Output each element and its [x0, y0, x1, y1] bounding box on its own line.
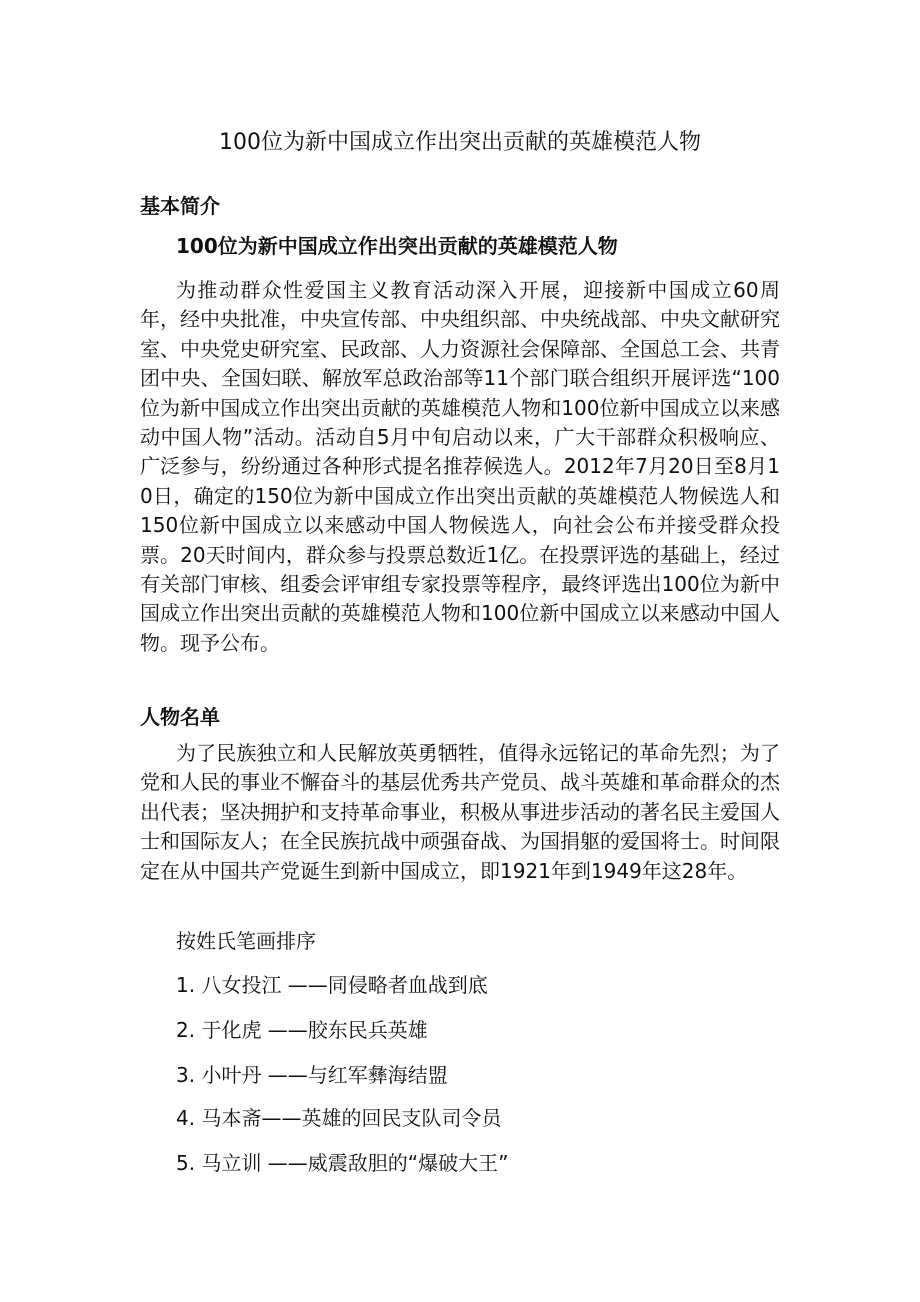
- list-item: 1. 八女投江 ——同侵略者血战到底: [176, 973, 488, 997]
- list-item: 5. 马立训 ——威震敌胆的“爆破大王”: [176, 1151, 509, 1175]
- sort-note: 按姓氏笔画排序: [176, 929, 316, 953]
- intro-paragraph: 为推动群众性爱国主义教育活动深入开展，迎接新中国成立60周年，经中央批准，中央宣传部、中央组织部、中央统战部、中央文献研究室、中央党史研究室、民政部、人力资源社会保障部、全国总工会、共青团中央、全国妇联、解放军总政治部等11个部门联合组织开展评选“100位为新中国成立作出突出贡献的英雄模范人物和100位新中国成立以来感动中国人物”活动。活动自5月中旬启动以来，广大干部群众积极响应、广泛参与，纷纷通过各种形式提名推荐候选人。2012年7月20日至8月10日，确定的150位为新中国成立作出突出贡献的英雄模范人物候选人和150位新中国成立以来感动中国人物候选人，向社会公布并接受群众投票。20天时间内，群众参与投票总数近1亿。在投票评选的基础上，经过有关部门审核、组委会评审组专家投票等程序，最终评选出100位为新中国成立作出突出贡献的英雄模范人物和100位新中国成立以来感动中国人物。现予公布。: [140, 278, 780, 655]
- list-item: 4. 马本斋——英雄的回民支队司令员: [176, 1106, 502, 1130]
- section-subheading: 100位为新中国成立作出突出贡献的英雄模范人物: [176, 234, 618, 258]
- list-item: 3. 小叶丹 ——与红军彝海结盟: [176, 1063, 448, 1087]
- document-title: 100位为新中国成立作出突出贡献的英雄模范人物: [219, 130, 701, 155]
- section-heading-intro: 基本简介: [140, 194, 220, 218]
- list-description-paragraph: 为了民族独立和人民解放英勇牺牲，值得永远铭记的革命先烈；为了党和人民的事业不懈奋斗的基层优秀共产党员、战斗英雄和革命群众的杰出代表；坚决拥护和支持革命事业，积极从事进步活动的著名民主爱国人士和国际友人；在全民族抗战中顽强奋战、为国捐躯的爱国将士。时间限定在从中国共产党诞生到新中国成立，即1921年到1949年这28年。: [140, 741, 780, 883]
- list-item: 2. 于化虎 ——胶东民兵英雄: [176, 1018, 428, 1042]
- section-heading-list: 人物名单: [140, 705, 220, 729]
